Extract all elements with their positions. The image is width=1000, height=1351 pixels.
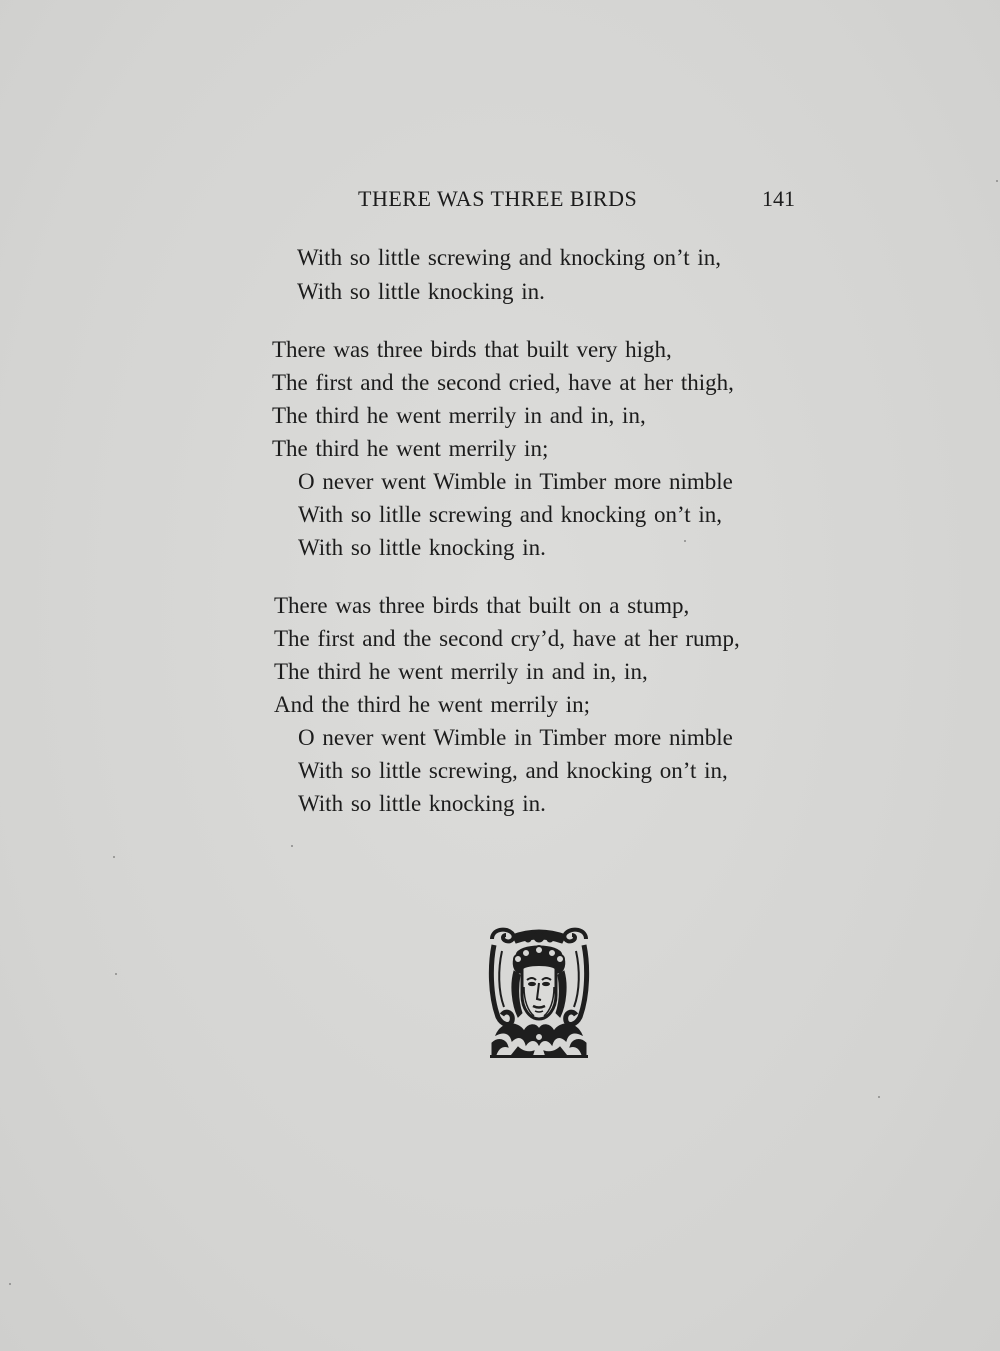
verse-line: The third he went merrily in and in, in, — [274, 659, 648, 684]
paper-speck — [291, 845, 293, 847]
verse-line: There was three birds that built very high, — [272, 337, 672, 362]
paper-speck — [9, 1283, 11, 1285]
verse-line: O never went Wimble in Timber more nimble — [298, 725, 733, 750]
verse-line: The third he went merrily in; — [272, 436, 549, 461]
verse-line: The third he went merrily in and in, in, — [272, 403, 646, 428]
verse-line: There was three birds that built on a stump, — [274, 593, 690, 618]
verse-line: The first and the second cry’d, have at her rump, — [274, 626, 740, 651]
verse-line: The first and the second cried, have at her thigh, — [272, 370, 734, 395]
paper-speck — [684, 540, 686, 542]
verse-line: With so litlle screwing and knocking on’t in, — [298, 502, 723, 527]
mask-head-ornament-icon — [488, 925, 590, 1059]
paper-speck — [878, 1096, 880, 1098]
page-number: 141 — [762, 186, 795, 211]
running-title: THERE WAS THREE BIRDS — [358, 186, 638, 211]
verse-line: With so little knocking in. — [298, 791, 546, 816]
paper-speck — [996, 180, 998, 182]
verse-line: With so little knocking in. — [298, 535, 546, 560]
paper-speck — [115, 973, 117, 975]
paper-speck — [113, 856, 115, 858]
verse-line: And the third he went merrily in; — [274, 692, 591, 717]
running-head — [358, 186, 798, 216]
verse-line: With so little knocking in. — [297, 279, 545, 304]
verse-line: O never went Wimble in Timber more nimble — [298, 469, 733, 494]
verse-line: With so little screwing, and knocking on’t in, — [298, 758, 728, 783]
verse-line: With so little screwing and knocking on’t in, — [297, 245, 722, 270]
